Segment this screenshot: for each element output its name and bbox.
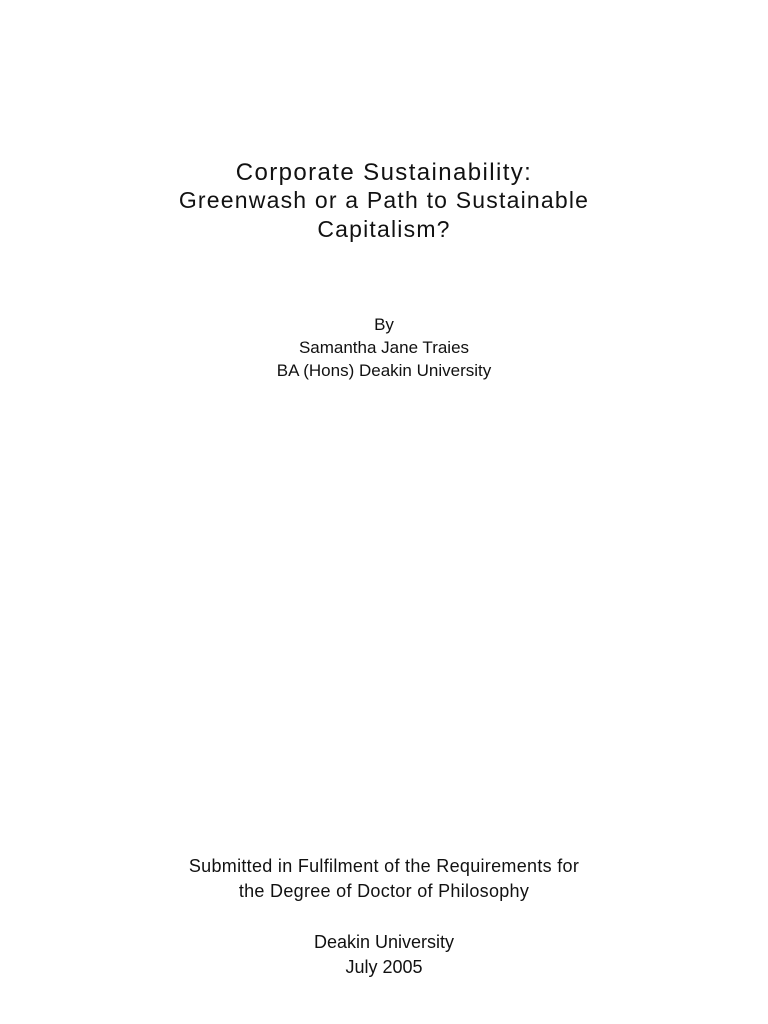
submission-line-2: the Degree of Doctor of Philosophy (238, 881, 530, 901)
institution-name: Deakin University (313, 932, 455, 952)
by-label: By (374, 315, 394, 334)
thesis-title: Corporate Sustainability: (235, 159, 533, 186)
thesis-subtitle (0, 186, 768, 244)
author-credentials: BA (Hons) Deakin University (276, 361, 492, 380)
thesis-subtitle-line-1: Greenwash or a Path to Sustainable (178, 187, 590, 213)
institution-block (0, 930, 768, 980)
submission-date: July 2005 (345, 957, 423, 977)
author-block (0, 313, 768, 382)
author-name: Samantha Jane Traies (298, 338, 470, 357)
submission-statement (0, 854, 768, 904)
submission-line-1: Submitted in Fulfilment of the Requirements for (188, 856, 580, 876)
thesis-subtitle-line-2: Capitalism? (317, 216, 451, 242)
